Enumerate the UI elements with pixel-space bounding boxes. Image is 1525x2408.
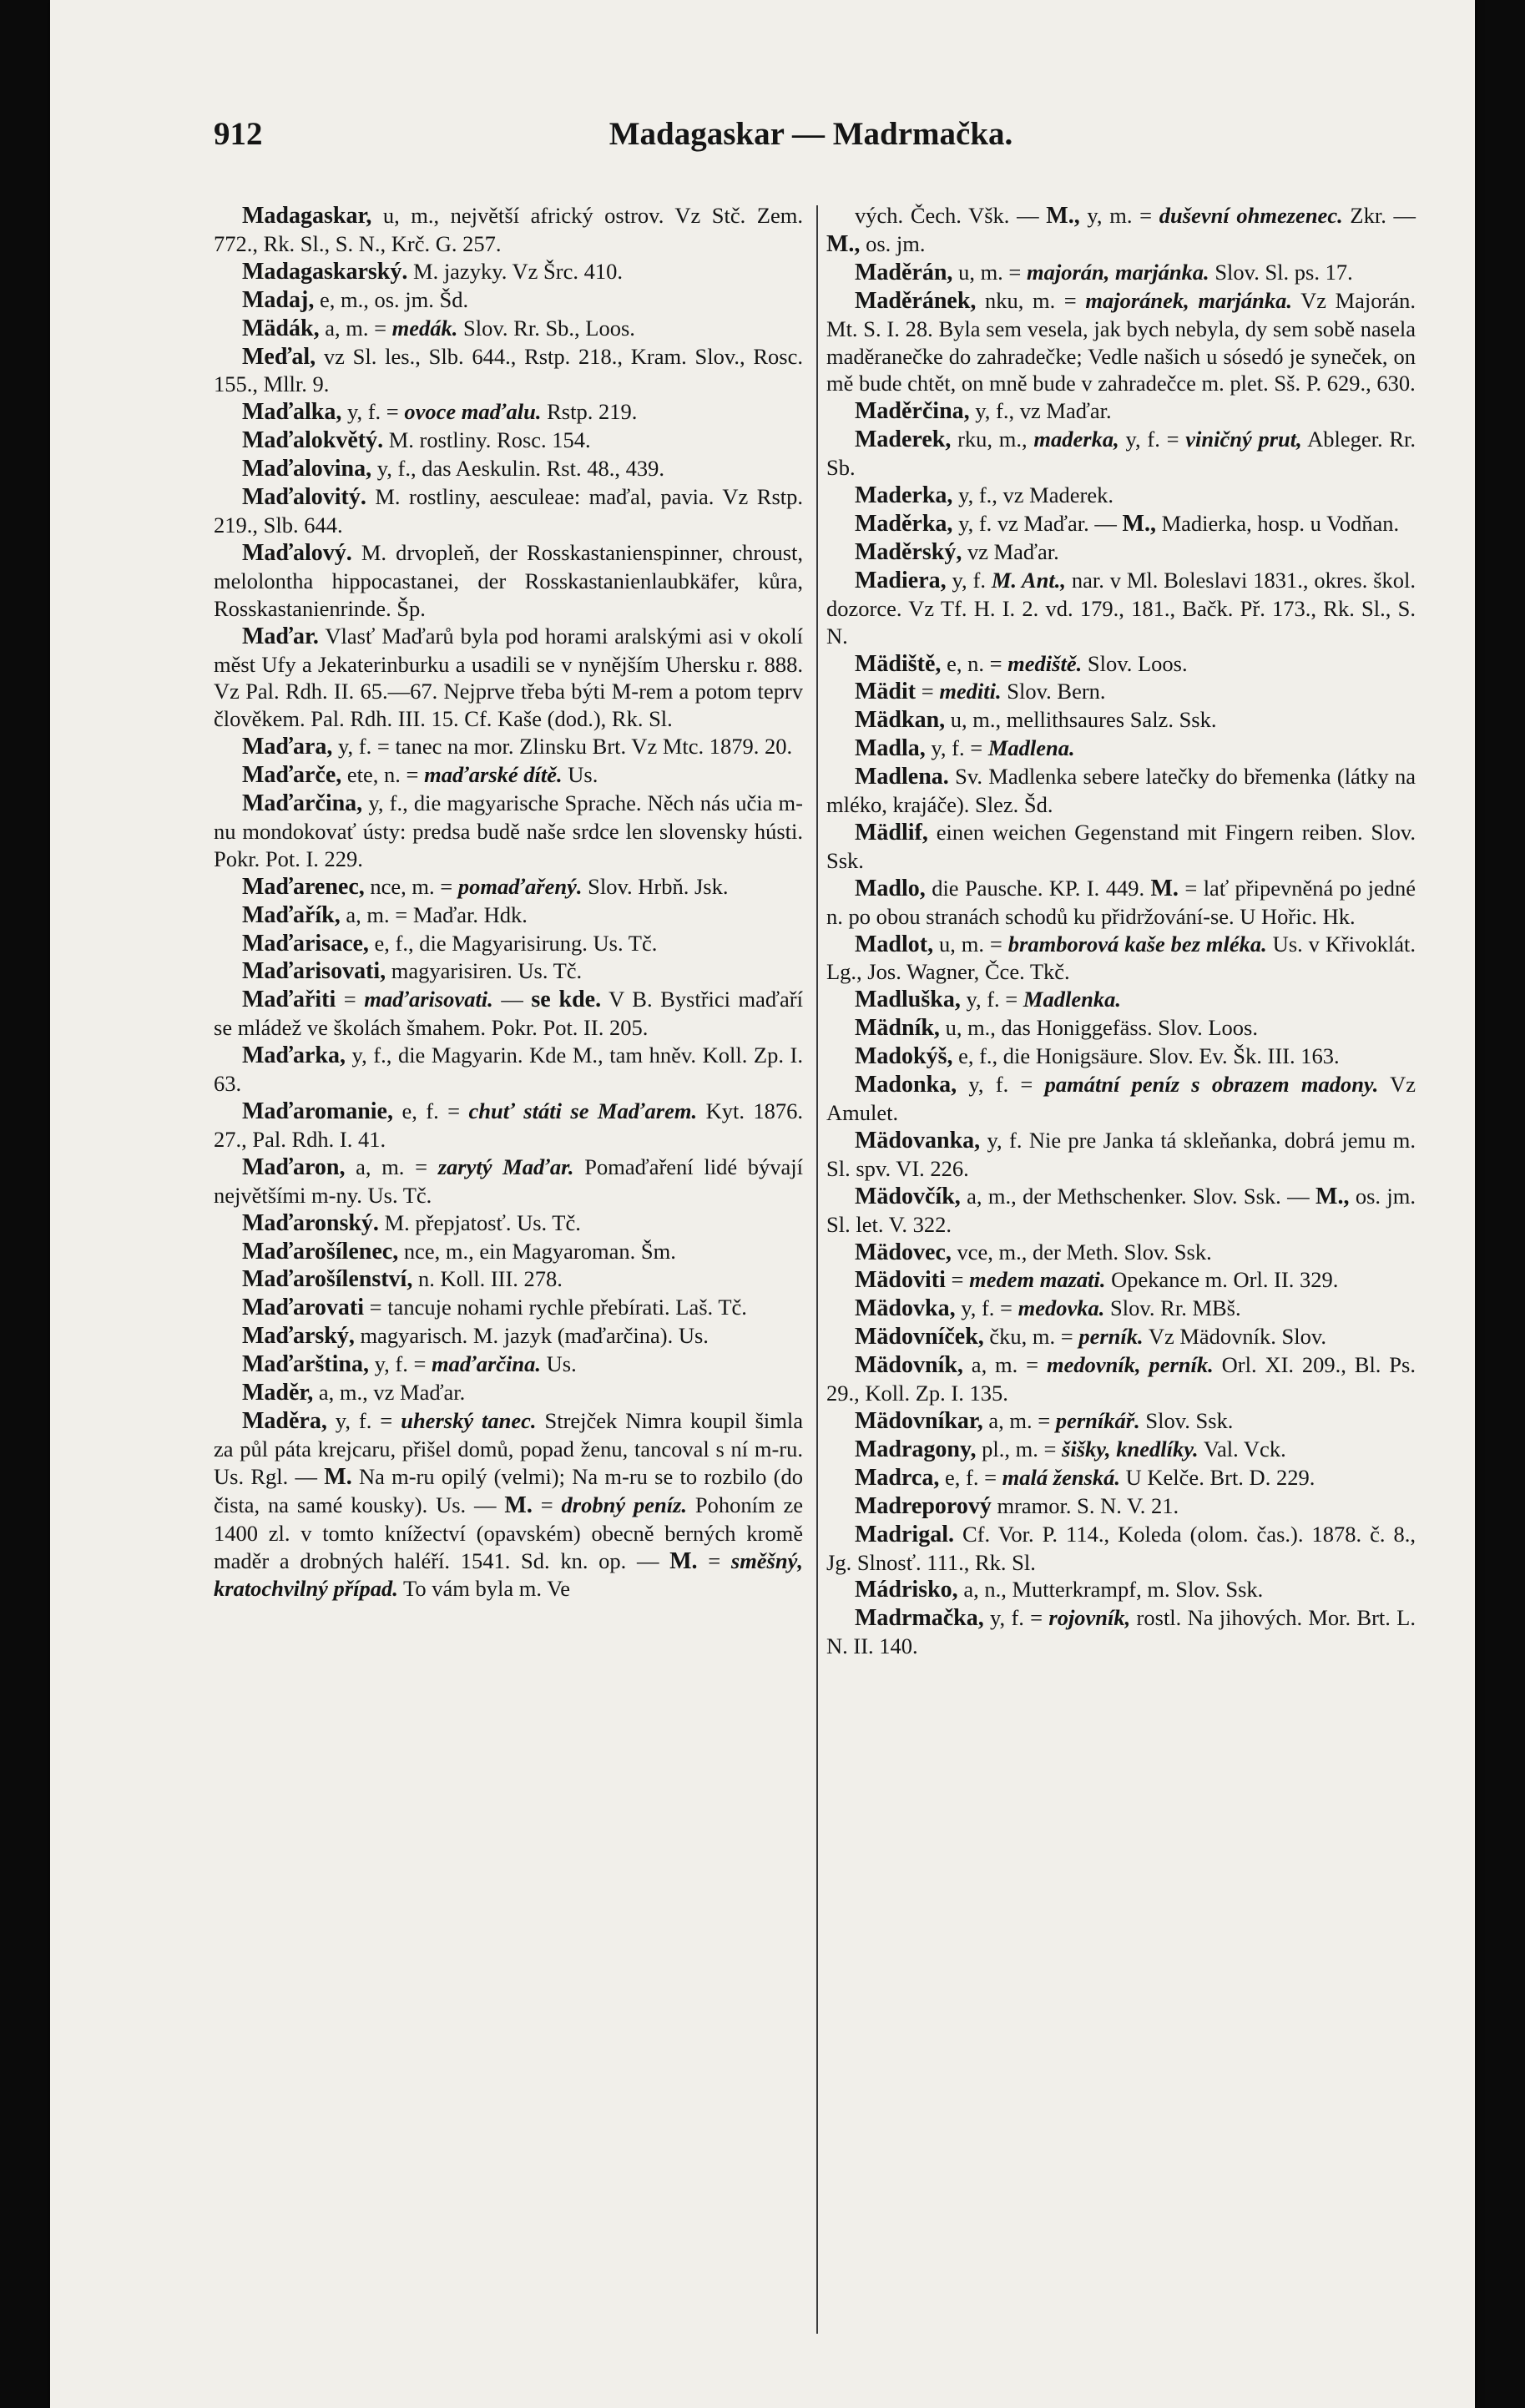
entry-text: =: [336, 987, 365, 1012]
entry-headword: Mädiště,: [855, 650, 942, 677]
dictionary-entry: [214, 1379, 803, 1407]
entry-text: ete, n. =: [341, 762, 425, 788]
dictionary-entry: [214, 455, 803, 483]
entry-text: nce, m., ein Magyaroman. Šm.: [398, 1238, 676, 1264]
entry-headword: Madrmačka,: [855, 1605, 984, 1632]
dictionary-entry: [214, 1042, 803, 1098]
entry-headword: M.: [504, 1492, 533, 1518]
dictionary-entry: [826, 567, 1416, 650]
entry-headword: M.: [1150, 875, 1179, 901]
entry-text: e, f., die Magyarisirung. Us. Tč.: [368, 930, 658, 956]
dictionary-entry: [826, 1014, 1416, 1042]
dictionary-entry: [214, 1209, 803, 1238]
entry-headword: Maďarisovati,: [242, 958, 386, 985]
entry-text: y, m. =: [1079, 203, 1159, 228]
dictionary-entry: [826, 1266, 1416, 1295]
dictionary-entry: [826, 202, 1416, 259]
dictionary-entry: [826, 510, 1416, 538]
entry-text: y, f. Nie pre Janka tá skleňanka, dobrá jemu m. Sl. spv. VI. 226.: [826, 1127, 1416, 1181]
page-header: [214, 115, 1408, 174]
entry-headword: Mädit: [855, 679, 917, 705]
entry-text: magyarisiren. Us. Tč.: [386, 958, 583, 984]
entry-gloss: drobný peníz.: [561, 1492, 688, 1517]
entry-text: Slov. Hrbň. Jsk.: [582, 873, 729, 899]
entry-text: —: [492, 987, 532, 1012]
entry-headword: Maderek,: [855, 427, 952, 453]
entry-text: vz Sl. les., Slb. 644., Rstp. 218., Kram. Slov., Rosc. 155., Mllr. 9.: [214, 343, 803, 397]
entry-text: Strejček Nimra koupil šimla za půl páta krejcaru, přišel domů, popad ženu, tancoval s ní m-ru. Us. Rgl. —: [214, 1407, 803, 1489]
entry-headword: Madiera,: [855, 567, 947, 593]
entry-headword: Mädovanka,: [855, 1127, 981, 1154]
entry-text: y, f. =: [957, 1072, 1045, 1098]
entry-text: einen weichen Gegenstand mit Fingern reiben. Slov. Ssk.: [826, 819, 1416, 873]
entry-text: Slov. Sl. ps. 17.: [1209, 259, 1353, 285]
dictionary-entry: [826, 1464, 1416, 1492]
entry-headword: Maďalový.: [242, 539, 352, 566]
entry-text: Slov. Loos.: [1082, 650, 1188, 676]
entry-gloss: maďarisovati.: [364, 987, 493, 1012]
dictionary-page: [50, 0, 1475, 2408]
entry-text: nar. v Ml. Boleslavi 1831., okres. škol. dozorce. Vz Tf. H. I. 2. vd. 179., 181., Bačk. Př. 173., Rk. Sl., S. N.: [826, 567, 1416, 649]
dictionary-entry: [214, 539, 803, 623]
dictionary-entry: [826, 259, 1416, 287]
entry-headword: Madonka,: [855, 1072, 957, 1098]
entry-text: Rstp. 219.: [541, 399, 638, 425]
entry-headword: Madrca,: [855, 1464, 940, 1491]
entry-text: =: [697, 1547, 731, 1573]
entry-headword: Mädovka,: [855, 1295, 956, 1322]
entry-text: Slov. Rr. Sb., Loos.: [457, 315, 635, 341]
entry-gloss: směšný, kratochvilný případ.: [214, 1547, 803, 1602]
entry-gloss: M. Ant.,: [991, 567, 1066, 593]
entry-text: magyarisch. M. jazyk (maďarčina). Us.: [354, 1323, 709, 1349]
entry-gloss: duševní ohmezenec.: [1159, 203, 1343, 228]
entry-text: u, m., das Honiggefäss. Slov. Loos.: [939, 1015, 1258, 1041]
entry-text: a, m. =: [962, 1352, 1047, 1378]
entry-text: os. jm.: [860, 230, 926, 256]
entry-headword: Maděra,: [242, 1407, 327, 1434]
entry-text: y, f., vz Maďar.: [969, 398, 1112, 424]
entry-headword: Maďarština,: [242, 1351, 369, 1378]
entry-text: Vlasť Maďarů byla pod horami aralskými asi v okolí měst Ufy a Jekaterinburku a usadili se v nynějším Uhersku r. 888. Vz Pal. Rdh. II. 65.—67. Nejprve třeba býti M-rem a potom teprv člověkem. Pal. Rdh. III. 15. Cf. Kaše (dod.), Rk. Sl.: [214, 623, 803, 732]
entry-text: y, f. =: [925, 735, 988, 761]
entry-text: a, m. =: [319, 315, 392, 341]
entry-text: To vám byla m. Ve: [397, 1576, 571, 1602]
entry-text: Pohoním ze 1400 zl. v tomto knížectví (opavském) obecně berných kromě maděr a drobných haléří. 1541. Sd. kn. op. —: [214, 1492, 803, 1573]
entry-gloss: památní peníz s obrazem madony.: [1044, 1072, 1379, 1098]
entry-headword: Maďara,: [242, 734, 333, 760]
entry-text: Vz Amulet.: [826, 1072, 1416, 1125]
entry-headword: Meďal,: [242, 343, 316, 370]
dictionary-entry: [826, 1351, 1416, 1407]
entry-headword: Mädovníček,: [855, 1324, 984, 1350]
dictionary-entry: [214, 733, 803, 761]
entry-text: y, f., vz Maderek.: [952, 482, 1113, 508]
entry-text: vých. Čech. Všk. —: [855, 203, 1047, 228]
entry-gloss: rojovník,: [1048, 1605, 1131, 1631]
dictionary-entry: [214, 873, 803, 901]
dictionary-entry: [214, 1407, 803, 1603]
running-title: Madagaskar — Madrmačka.: [608, 116, 1013, 152]
entry-headword: Madagaskarský.: [242, 258, 408, 285]
entry-text: y, f., die Magyarin. Kde M., tam hněv. Koll. Zp. I. 63.: [214, 1042, 803, 1097]
dictionary-entry: [826, 1042, 1416, 1071]
dictionary-entry: [214, 1238, 803, 1266]
entry-text: e, n. =: [941, 650, 1008, 676]
entry-text: Pomaďaření lidé bývají největšími m-ny. Us. Tč.: [214, 1154, 803, 1208]
entry-headword: Maďalovitý.: [242, 484, 366, 511]
dictionary-entry: [214, 957, 803, 986]
entry-headword: Maďar.: [242, 623, 319, 649]
dictionary-entry: [214, 286, 803, 315]
entry-gloss: zarytý Maďar.: [437, 1154, 574, 1179]
entry-text: =: [532, 1492, 562, 1517]
entry-headword: Madluška,: [855, 987, 961, 1013]
entry-text: Opekance m. Orl. II. 329.: [1105, 1267, 1339, 1293]
entry-headword: Maďarošílenství,: [242, 1266, 413, 1293]
entry-headword: Mädovčík,: [855, 1183, 961, 1209]
entry-headword: M.,: [826, 230, 861, 257]
entry-gloss: medovka.: [1018, 1295, 1105, 1321]
entry-headword: Maďarský,: [242, 1323, 355, 1350]
dictionary-entry: [214, 761, 803, 790]
dictionary-entry: [826, 1323, 1416, 1351]
dictionary-entry: [826, 819, 1416, 875]
left-column: [214, 202, 803, 1603]
dictionary-entry: [826, 1239, 1416, 1267]
entry-text: u, m., mellithsaures Salz. Ssk.: [945, 707, 1217, 733]
entry-headword: Madlot,: [855, 931, 934, 957]
entry-text: Kyt. 1876. 27., Pal. Rdh. I. 41.: [214, 1098, 803, 1152]
entry-text: y, f.: [946, 567, 992, 593]
entry-headword: Maderka,: [855, 482, 953, 509]
entry-text: mramor. S. N. V. 21.: [991, 1492, 1179, 1518]
entry-text: = lať připevněná po jedné n. po obou stranách schodů ku přidržování-se. U Hořic. Hk.: [826, 875, 1416, 929]
entry-gloss: maďarské dítě.: [424, 762, 563, 788]
entry-text: rku, m.,: [951, 427, 1034, 452]
dictionary-entry: [214, 1350, 803, 1379]
entry-text: Vz Mädovník. Slov.: [1143, 1324, 1327, 1350]
entry-gloss: uherský tanec.: [401, 1407, 537, 1433]
entry-headword: Maďaron,: [242, 1154, 346, 1180]
entry-headword: Maďalokvětý.: [242, 427, 384, 454]
entry-headword: Madokýš,: [855, 1043, 953, 1070]
entry-gloss: perník.: [1078, 1324, 1144, 1350]
dictionary-entry: [214, 986, 803, 1042]
entry-text: nce, m. =: [364, 873, 458, 899]
entry-headword: Maďaromanie,: [242, 1098, 393, 1124]
entry-headword: Mädovníkar,: [855, 1407, 983, 1434]
dictionary-entry: [214, 901, 803, 930]
entry-gloss: mediště.: [1007, 650, 1083, 676]
dictionary-entry: [214, 1265, 803, 1294]
entry-headword: Maděrčina,: [855, 398, 970, 425]
entry-gloss: bramborová kaše bez mléka.: [1007, 931, 1267, 957]
column-divider: [816, 205, 818, 2334]
entry-headword: Madragony,: [855, 1436, 977, 1462]
entry-headword: se kde.: [531, 987, 602, 1013]
entry-gloss: pomaďařený.: [457, 873, 583, 899]
dictionary-entry: [826, 706, 1416, 735]
dictionary-entry: [826, 1071, 1416, 1127]
dictionary-entry: [214, 258, 803, 286]
entry-headword: Maďarovati: [242, 1295, 364, 1321]
entry-gloss: majorán, marjánka.: [1027, 259, 1209, 285]
entry-headword: Mädoviti: [855, 1267, 946, 1294]
entry-gloss: mediti.: [939, 679, 1002, 704]
dictionary-entry: [214, 1294, 803, 1322]
entry-headword: Madlena.: [855, 764, 949, 790]
entry-text: die Pausche. KP. I. 449.: [925, 875, 1151, 901]
entry-text: M. rostliny, aesculeae: maďal, pavia. Vz Rstp. 219., Slb. 644.: [214, 484, 803, 538]
entry-headword: Mädovník,: [855, 1352, 963, 1379]
entry-headword: M.,: [1122, 510, 1156, 537]
entry-headword: Maďarčina,: [242, 790, 363, 817]
entry-text: y, f., die magyarische Sprache. Něch nás učia m-nu mondokovať ústy: predsa budě naše srdce len slovensky hústi. Pokr. Pot. I. 229.: [214, 790, 803, 871]
entry-headword: Madreporový: [855, 1492, 992, 1519]
entry-text: pl., m. =: [976, 1436, 1063, 1461]
entry-text: e, f. =: [939, 1464, 1002, 1490]
entry-text: y, f. vz Maďar. —: [952, 510, 1123, 536]
entry-text: y, f. =: [983, 1605, 1049, 1631]
entry-headword: Mädák,: [242, 315, 320, 341]
dictionary-entry: [214, 315, 803, 343]
dictionary-entry: [214, 1322, 803, 1350]
entry-text: M. drvopleň, der Rosskastanienspinner, chroust, melolontha hippocastanei, der Rosskastanienlaubkäfer, kůra, Rosskastanienrinde. Šp.: [214, 539, 803, 621]
dictionary-entry: [214, 623, 803, 734]
entry-text: Orl. XI. 209., Bl. Ps. 29., Koll. Zp. I. 135.: [826, 1352, 1416, 1406]
entry-text: y, f. =: [960, 987, 1023, 1012]
entry-gloss: Madlena.: [987, 735, 1075, 761]
entry-text: rostl. Na jihových. Mor. Brt. L. N. II. 140.: [826, 1605, 1416, 1659]
entry-headword: Maďaronský.: [242, 1209, 379, 1236]
entry-headword: Mádrisko,: [855, 1577, 958, 1603]
entry-text: Madierka, hosp. u Vodňan.: [1155, 510, 1400, 536]
entry-text: vce, m., der Meth. Slov. Ssk.: [951, 1239, 1212, 1265]
entry-headword: Mädovec,: [855, 1239, 952, 1265]
entry-text: u, m. =: [952, 259, 1027, 285]
entry-gloss: malá ženská.: [1002, 1464, 1121, 1490]
dictionary-entry: [214, 1098, 803, 1154]
entry-text: a, m., vz Maďar.: [313, 1380, 466, 1406]
entry-text: Vz Majorán. Mt. S. I. 28. Byla sem vesela, jak bych nebyla, dy sem sobě nasela maděranečke do zahradečke; Vedle našich u sósedó je syneček, on mě bude chtět, on mně bude v zahradečce m. plet. Sš. P. 629., 630.: [826, 287, 1416, 396]
entry-text: = tancuje nohami rychle přebírati. Laš. Tč.: [364, 1295, 747, 1320]
entry-text: Slov. Ssk.: [1139, 1407, 1234, 1433]
dictionary-entry: [826, 538, 1416, 567]
entry-headword: Maděrský,: [855, 538, 962, 565]
dictionary-entry: [214, 343, 803, 399]
entry-text: e, f., die Honigsäure. Slov. Ev. Šk. III. 163.: [952, 1043, 1340, 1069]
entry-text: a, m. =: [982, 1407, 1056, 1433]
entry-gloss: Madlenka.: [1023, 987, 1121, 1012]
entry-headword: Maděrka,: [855, 510, 953, 537]
entry-text: M. přepjatosť. Us. Tč.: [378, 1209, 581, 1235]
dictionary-entry: [826, 735, 1416, 763]
entry-text: Cf. Vor. P. 114., Koleda (olom. čas.). 1878. č. 8., Jg. Slnosť. 111., Rk. Sl.: [826, 1521, 1416, 1575]
dictionary-entry: [826, 426, 1416, 482]
dictionary-entry: [214, 398, 803, 427]
dictionary-entry: [826, 678, 1416, 706]
entry-text: u, m., největší africký ostrov. Vz Stč. Zem. 772., Rk. Sl., S. N., Krč. G. 257.: [214, 203, 803, 256]
entry-headword: Maďarče,: [242, 762, 342, 789]
right-column: [826, 202, 1416, 1660]
dictionary-entry: [826, 287, 1416, 398]
entry-text: čku, m. =: [983, 1324, 1079, 1350]
dictionary-entry: [826, 650, 1416, 679]
entry-text: a, m. =: [345, 1154, 438, 1179]
entry-text: y, f. = tanec na mor. Zlinsku Brt. Vz Mtc. 1879. 20.: [332, 734, 793, 760]
dictionary-entry: [826, 875, 1416, 931]
entry-headword: Maděránek,: [855, 287, 977, 314]
dictionary-entry: [826, 1407, 1416, 1436]
entry-headword: M.,: [1046, 203, 1080, 229]
dictionary-entry: [214, 427, 803, 455]
entry-text: Slov. Bern.: [1001, 679, 1106, 704]
entry-text: a, n., Mutterkrampf, m. Slov. Ssk.: [957, 1577, 1264, 1603]
entry-text: u, m. =: [933, 931, 1008, 957]
entry-headword: Maďařiti: [242, 987, 336, 1013]
dictionary-entry: [826, 1436, 1416, 1464]
entry-text: vz Maďar.: [962, 538, 1059, 564]
page-number: 912: [214, 116, 263, 152]
entry-headword: Madrigal.: [855, 1521, 954, 1547]
dictionary-entry: [214, 790, 803, 873]
entry-headword: Mädlif,: [855, 819, 928, 846]
dictionary-entry: [826, 931, 1416, 987]
entry-gloss: ovoce maďalu.: [404, 399, 542, 425]
entry-headword: Maďařík,: [242, 901, 341, 928]
entry-headword: Maďarisace,: [242, 930, 369, 957]
entry-headword: Madlo,: [855, 875, 926, 901]
dictionary-entry: [826, 1492, 1416, 1521]
dictionary-entry: [826, 1576, 1416, 1604]
entry-text: a, m. = Maďar. Hdk.: [340, 901, 528, 927]
dictionary-entry: [214, 202, 803, 258]
entry-text: e, f. =: [393, 1098, 469, 1123]
entry-text: Zkr. —: [1342, 203, 1416, 228]
dictionary-entry: [826, 397, 1416, 426]
entry-gloss: chuť státi se Maďarem.: [468, 1098, 698, 1123]
entry-headword: Maďarenec,: [242, 873, 365, 900]
dictionary-entry: [826, 482, 1416, 510]
entry-text: y, f., das Aeskulin. Rst. 48., 439.: [371, 456, 664, 482]
entry-text: Us.: [541, 1351, 577, 1377]
entry-text: M. rostliny. Rosc. 154.: [383, 427, 591, 453]
entry-text: Val. Vck.: [1198, 1436, 1286, 1461]
entry-headword: Maďarošílenec,: [242, 1238, 399, 1265]
entry-text: y, f. =: [326, 1407, 401, 1433]
dictionary-entry: [826, 1604, 1416, 1660]
entry-gloss: šišky, knedlíky.: [1062, 1436, 1199, 1461]
entry-headword: M.: [669, 1547, 698, 1574]
entry-text: U Kelče. Brt. D. 229.: [1120, 1464, 1315, 1490]
dictionary-entry: [214, 1154, 803, 1209]
entry-headword: Madaj,: [242, 286, 315, 313]
entry-text: =: [916, 679, 940, 704]
dictionary-entry: [826, 1295, 1416, 1323]
entry-text: Us.: [562, 762, 598, 788]
entry-gloss: maderka,: [1033, 427, 1119, 452]
entry-gloss: maďarčina.: [432, 1351, 542, 1377]
entry-text: y, f. =: [341, 399, 405, 425]
entry-headword: Madagaskar,: [242, 203, 372, 229]
dictionary-entry: [826, 1183, 1416, 1239]
entry-headword: Maděrán,: [855, 259, 953, 285]
entry-gloss: medovník, perník.: [1046, 1352, 1214, 1378]
entry-text: e, m., os. jm. Šd.: [314, 286, 469, 312]
entry-gloss: medák.: [391, 315, 458, 341]
entry-text: M. jazyky. Vz Šrc. 410.: [407, 258, 623, 284]
dictionary-entry: [826, 986, 1416, 1014]
entry-text: Ableger. Rr. Sb.: [826, 427, 1416, 481]
entry-gloss: majoránek, marjánka.: [1085, 287, 1292, 313]
entry-text: nku, m. =: [976, 287, 1086, 313]
entry-text: V B. Bystřici maďaří se mládež ve školách šmahem. Pokr. Pot. II. 205.: [214, 987, 803, 1041]
entry-headword: Maďarka,: [242, 1042, 346, 1069]
entry-headword: Mädník,: [855, 1015, 940, 1042]
entry-text: y, f. =: [1119, 427, 1186, 452]
entry-text: Slov. Rr. MBš.: [1104, 1295, 1241, 1321]
entry-gloss: perníkář.: [1055, 1407, 1140, 1433]
entry-headword: Mädkan,: [855, 707, 946, 734]
dictionary-entry: [826, 1127, 1416, 1183]
entry-text: y, f. =: [368, 1351, 432, 1377]
entry-headword: Maděr,: [242, 1380, 314, 1406]
entry-text: Us. v Křivoklát. Lg., Jos. Wagner, Čce. Tkč.: [826, 931, 1416, 985]
entry-headword: Maďalovina,: [242, 456, 372, 482]
entry-gloss: medem mazati.: [969, 1267, 1106, 1293]
dictionary-entry: [214, 930, 803, 958]
entry-text: n. Koll. III. 278.: [412, 1266, 563, 1292]
entry-headword: Madla,: [855, 735, 926, 762]
entry-headword: M.: [324, 1463, 352, 1490]
dictionary-entry: [214, 483, 803, 539]
dictionary-entry: [826, 1521, 1416, 1577]
entry-headword: M.,: [1315, 1183, 1350, 1209]
entry-text: Na m-ru opilý (velmi); Na m-ru se to rozbilo (do čista, na samé kousky). Us. —: [214, 1463, 803, 1517]
entry-text: a, m., der Methschenker. Slov. Ssk. —: [960, 1183, 1316, 1209]
entry-text: Sv. Madlenka sebere latečky do břemenka (látky na mléko, krajáče). Slez. Šd.: [826, 764, 1416, 818]
entry-gloss: viničný prut,: [1185, 427, 1302, 452]
entry-text: =: [945, 1267, 970, 1293]
entry-text: os. jm. Sl. let. V. 322.: [826, 1183, 1416, 1237]
entry-headword: Maďalka,: [242, 399, 342, 426]
dictionary-entry: [826, 763, 1416, 819]
entry-text: y, f. =: [955, 1295, 1018, 1321]
